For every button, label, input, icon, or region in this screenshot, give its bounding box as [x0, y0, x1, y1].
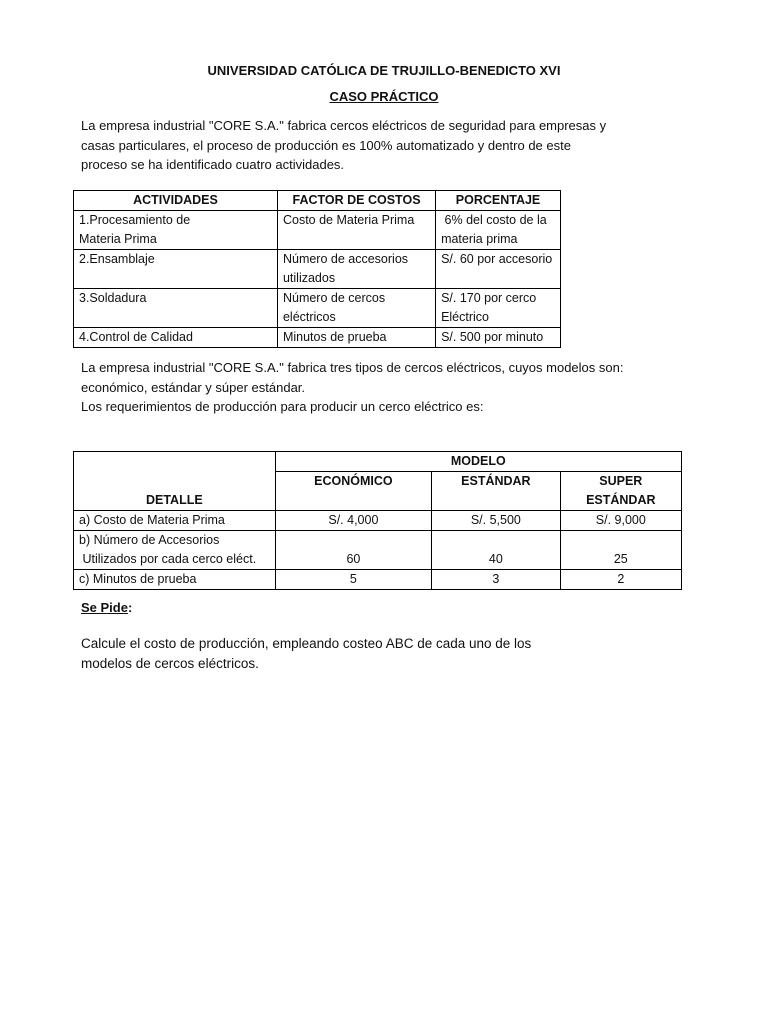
value-cell: 25 — [560, 531, 681, 570]
actividad-cell — [74, 289, 278, 328]
cell-line: S/. 500 por minuto — [441, 330, 544, 344]
request-paragraph — [81, 634, 531, 674]
header-modelo: MODELO — [275, 452, 681, 472]
table-row — [74, 211, 561, 250]
factor-cell — [277, 250, 435, 289]
cell-line: 3.Soldadura — [79, 291, 147, 305]
detail-label: c) Minutos de prueba — [74, 570, 276, 590]
header-economico: ECONÓMICO — [275, 472, 432, 511]
porcentaje-cell — [436, 250, 561, 289]
cell-line: 4.Control de Calidad — [79, 330, 193, 344]
intro-line: proceso se ha identificado cuatro actividades. — [81, 157, 345, 172]
value-cell: 60 — [275, 531, 432, 570]
actividad-cell — [74, 328, 278, 348]
value-cell: 3 — [432, 570, 560, 590]
cell-line: b) Número de Accesorios — [79, 533, 220, 547]
table-row — [74, 511, 682, 531]
activities-table — [73, 190, 561, 348]
table-row — [74, 328, 561, 348]
se-pide-label — [81, 600, 132, 615]
table-row — [74, 531, 682, 570]
porcentaje-cell — [436, 328, 561, 348]
table-row — [74, 570, 682, 590]
cell-line: Materia Prima — [79, 232, 157, 246]
header-super-estandar: SUPER ESTÁNDAR — [560, 472, 681, 511]
value-cell: S/. 9,000 — [560, 511, 681, 531]
models-group-header-row — [74, 452, 682, 472]
intro-line: La empresa industrial "CORE S.A." fabrica cercos eléctricos de seguridad para empresas y — [81, 118, 607, 133]
university-title: UNIVERSIDAD CATÓLICA DE TRUJILLO-BENEDICTO XVI — [207, 63, 561, 78]
header-detalle: DETALLE — [74, 452, 276, 511]
factor-cell — [277, 211, 435, 250]
porcentaje-cell — [436, 211, 561, 250]
cell-line: S/. 60 por accesorio — [441, 252, 553, 266]
table-row — [74, 289, 561, 328]
request-line: Calcule el costo de producción, empleando costeo ABC de cada uno de los — [81, 636, 532, 651]
cell-line: 6% del costo de la — [441, 213, 547, 227]
se-pide-text: Se Pide — [81, 600, 128, 615]
value-cell: S/. 5,500 — [432, 511, 560, 531]
cell-line: 1.Procesamiento de — [79, 213, 191, 227]
case-title — [0, 89, 768, 104]
cell-line: Número de accesorios — [282, 252, 409, 266]
header-porcentaje: PORCENTAJE — [436, 191, 561, 211]
detail-label — [74, 531, 276, 570]
case-title-text: CASO PRÁCTICO — [329, 89, 439, 104]
value-cell: 40 — [432, 531, 560, 570]
detail-label: a) Costo de Materia Prima — [74, 511, 276, 531]
actividad-cell — [74, 211, 278, 250]
models-table — [73, 451, 682, 590]
value-cell: S/. 4,000 — [275, 511, 432, 531]
value-cell: 5 — [275, 570, 432, 590]
porcentaje-cell — [436, 289, 561, 328]
cell-line: Utilizados por cada cerco eléct. — [79, 552, 257, 566]
value-cell: 2 — [560, 570, 681, 590]
header-factor-costos: FACTOR DE COSTOS — [277, 191, 435, 211]
se-pide-colon: : — [127, 600, 133, 615]
header-estandar: ESTÁNDAR — [432, 472, 560, 511]
intro-line: casas particulares, el proceso de producción es 100% automatizado y dentro de este — [81, 137, 571, 153]
cell-line: S/. 170 por cerco — [441, 291, 537, 305]
cell-line: materia prima — [441, 232, 518, 246]
cell-line: 2.Ensamblaje — [79, 252, 155, 266]
header-actividades: ACTIVIDADES — [74, 191, 278, 211]
models-line: La empresa industrial "CORE S.A." fabrica tres tipos de cercos eléctricos, cuyos modelos son: — [81, 360, 624, 375]
factor-cell — [277, 328, 435, 348]
table-row — [74, 250, 561, 289]
models-line: económico, estándar y súper estándar. — [81, 379, 306, 395]
request-line: modelos de cercos eléctricos. — [81, 656, 259, 671]
cell-line: Número de cercos — [282, 291, 386, 305]
factor-cell — [277, 289, 435, 328]
actividad-cell — [74, 250, 278, 289]
models-paragraph — [81, 358, 623, 417]
models-line: Los requerimientos de producción para producir un cerco eléctrico es: — [81, 399, 484, 414]
cell-line: Minutos de prueba — [282, 330, 387, 344]
cell-line: eléctricos — [282, 310, 336, 324]
cell-line: Eléctrico — [441, 310, 489, 324]
activities-header-row — [74, 191, 561, 211]
cell-line: Costo de Materia Prima — [282, 213, 415, 227]
cell-line: utilizados — [282, 271, 336, 285]
intro-paragraph — [81, 116, 606, 175]
